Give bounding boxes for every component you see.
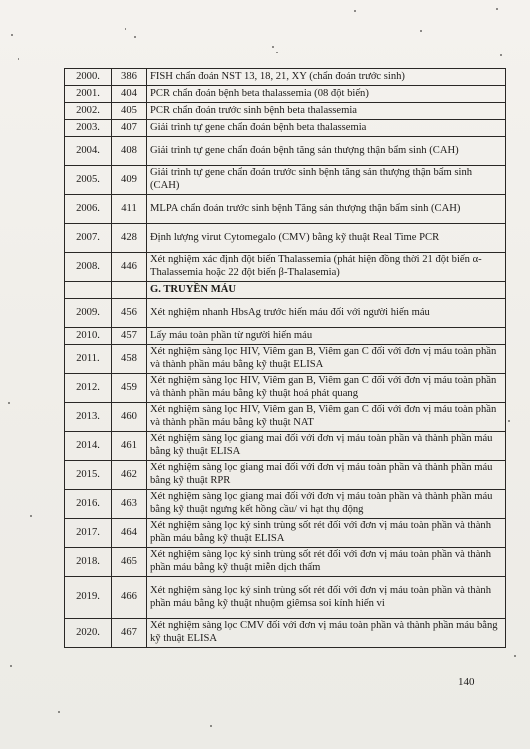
procedure-code: 446 xyxy=(112,253,147,282)
procedure-name: Lấy máu toàn phần từ người hiến máu xyxy=(147,328,506,345)
procedure-code xyxy=(112,282,147,299)
row-number: 2019. xyxy=(65,577,112,619)
procedures-table-body xyxy=(65,69,506,648)
procedure-code: 407 xyxy=(112,120,147,137)
procedure-code: 461 xyxy=(112,432,147,461)
procedure-name: Xét nghiệm sàng lọc ký sinh trùng sốt rét đối với đơn vị máu toàn phần và thành phần máu bằng kỹ thuật nhuộm giêmsa soi kính hiển vi xyxy=(147,577,506,619)
scan-speck xyxy=(276,52,278,53)
scan-speck xyxy=(500,54,502,56)
scan-speck xyxy=(134,36,136,38)
row-number: 2002. xyxy=(65,103,112,120)
row-number: 2000. xyxy=(65,69,112,86)
scan-speck xyxy=(514,655,516,657)
table-row xyxy=(65,166,506,195)
table-row xyxy=(65,548,506,577)
row-number: 2017. xyxy=(65,519,112,548)
row-number: 2014. xyxy=(65,432,112,461)
procedure-name: Giải trình tự gene chẩn đoán trước sinh bệnh tăng sản thượng thận bẩm sinh (CAH) xyxy=(147,166,506,195)
procedures-table xyxy=(64,68,506,648)
table-row xyxy=(65,299,506,328)
row-number: 2007. xyxy=(65,224,112,253)
scan-speck xyxy=(30,515,32,517)
procedure-name: PCR chẩn đoán trước sinh bệnh beta thalassemia xyxy=(147,103,506,120)
procedure-code: 409 xyxy=(112,166,147,195)
procedure-code: 408 xyxy=(112,137,147,166)
procedure-name: Giải trình tự gene chẩn đoán bệnh tăng sản thượng thận bẩm sinh (CAH) xyxy=(147,137,506,166)
table-row xyxy=(65,490,506,519)
procedure-name: FISH chẩn đoán NST 13, 18, 21, XY (chẩn đoán trước sinh) xyxy=(147,69,506,86)
procedure-code: 411 xyxy=(112,195,147,224)
row-number: 2006. xyxy=(65,195,112,224)
table-row xyxy=(65,432,506,461)
row-number: 2016. xyxy=(65,490,112,519)
procedure-name: PCR chẩn đoán bệnh beta thalassemia (08 đột biến) xyxy=(147,86,506,103)
scan-speck xyxy=(125,28,126,30)
procedure-name: Xét nghiệm sàng lọc HIV, Viêm gan B, Viêm gan C đối với đơn vị máu toàn phần và thành phần máu bằng kỹ thuật NAT xyxy=(147,403,506,432)
procedure-code: 456 xyxy=(112,299,147,328)
procedure-name: Xét nghiệm nhanh HbsAg trước hiến máu đối với người hiến máu xyxy=(147,299,506,328)
procedure-name: Xét nghiệm sàng lọc giang mai đối với đơn vị máu toàn phần và thành phần máu bằng kỹ thuật ELISA xyxy=(147,432,506,461)
row-number: 2018. xyxy=(65,548,112,577)
procedure-code: 462 xyxy=(112,461,147,490)
row-number: 2020. xyxy=(65,619,112,648)
section-heading-row xyxy=(65,282,506,299)
procedure-name: Định lượng virut Cytomegalo (CMV) bằng kỹ thuật Real Time PCR xyxy=(147,224,506,253)
procedure-name: MLPA chẩn đoán trước sinh bệnh Tăng sản thượng thận bẩm sinh (CAH) xyxy=(147,195,506,224)
table-row xyxy=(65,103,506,120)
table-row xyxy=(65,195,506,224)
table-row xyxy=(65,69,506,86)
scan-speck xyxy=(420,30,422,32)
procedure-code: 459 xyxy=(112,374,147,403)
procedure-code: 460 xyxy=(112,403,147,432)
table-row xyxy=(65,86,506,103)
scan-speck xyxy=(10,665,12,667)
procedure-name: Xét nghiệm sàng lọc giang mai đối với đơn vị máu toàn phần và thành phần máu bằng kỹ thuật RPR xyxy=(147,461,506,490)
procedure-name: Xét nghiệm sàng lọc CMV đối với đơn vị máu toàn phần và thành phần máu bằng kỹ thuật ELISA xyxy=(147,619,506,648)
table-row xyxy=(65,519,506,548)
row-number: 2009. xyxy=(65,299,112,328)
row-number: 2008. xyxy=(65,253,112,282)
table-row xyxy=(65,619,506,648)
procedure-name: Xét nghiệm sàng lọc ký sinh trùng sốt rét đối với đơn vị máu toàn phần và thành phần máu bằng kỹ thuật ELISA xyxy=(147,519,506,548)
row-number: 2004. xyxy=(65,137,112,166)
table-row xyxy=(65,137,506,166)
table-row xyxy=(65,120,506,137)
procedure-code: 466 xyxy=(112,577,147,619)
procedure-name: Xét nghiệm xác định đột biến Thalassemia (phát hiện đồng thời 21 đột biến α-Thalassemia hoặc 22 đột biến β-Thalasemia) xyxy=(147,253,506,282)
scan-speck xyxy=(58,711,60,713)
row-number: 2003. xyxy=(65,120,112,137)
scan-speck xyxy=(210,725,212,727)
scan-speck xyxy=(496,8,498,10)
procedure-code: 428 xyxy=(112,224,147,253)
procedure-code: 404 xyxy=(112,86,147,103)
row-number: 2005. xyxy=(65,166,112,195)
table-row xyxy=(65,253,506,282)
row-number: 2011. xyxy=(65,345,112,374)
row-number: 2015. xyxy=(65,461,112,490)
scan-speck xyxy=(354,10,356,12)
row-number xyxy=(65,282,112,299)
procedure-code: 464 xyxy=(112,519,147,548)
row-number: 2012. xyxy=(65,374,112,403)
table-row xyxy=(65,345,506,374)
scan-speck xyxy=(508,420,510,422)
row-number: 2001. xyxy=(65,86,112,103)
procedure-name: Xét nghiệm sàng lọc giang mai đối với đơn vị máu toàn phần và thành phần máu bằng kỹ thuật ngưng kết hồng cầu/ vi hạt thụ động xyxy=(147,490,506,519)
row-number: 2010. xyxy=(65,328,112,345)
procedure-code: 457 xyxy=(112,328,147,345)
table-row xyxy=(65,374,506,403)
table-row xyxy=(65,577,506,619)
scan-speck xyxy=(11,34,13,36)
procedure-code: 463 xyxy=(112,490,147,519)
row-number: 2013. xyxy=(65,403,112,432)
procedure-code: 465 xyxy=(112,548,147,577)
page-number: 140 xyxy=(458,676,475,688)
procedure-code: 405 xyxy=(112,103,147,120)
procedure-code: 386 xyxy=(112,69,147,86)
procedure-name: Xét nghiệm sàng lọc HIV, Viêm gan B, Viêm gan C đối với đơn vị máu toàn phần và thành phần máu bằng kỹ thuật ELISA xyxy=(147,345,506,374)
procedure-code: 467 xyxy=(112,619,147,648)
scan-speck xyxy=(272,46,274,48)
table-row xyxy=(65,224,506,253)
procedure-name: Giải trình tự gene chẩn đoán bệnh beta thalassemia xyxy=(147,120,506,137)
table-row xyxy=(65,328,506,345)
table-row xyxy=(65,403,506,432)
scan-speck xyxy=(18,58,19,60)
procedure-code: 458 xyxy=(112,345,147,374)
section-title: G. TRUYỀN MÁU xyxy=(147,282,506,299)
procedure-name: Xét nghiệm sàng lọc ký sinh trùng sốt rét đối với đơn vị máu toàn phần và thành phần máu bằng kỹ thuật miễn dịch thấm xyxy=(147,548,506,577)
table-row xyxy=(65,461,506,490)
scan-speck xyxy=(8,402,10,404)
procedure-name: Xét nghiệm sàng lọc HIV, Viêm gan B, Viêm gan C đối với đơn vị máu toàn phần và thành phần máu bằng kỹ thuật hoá phát quang xyxy=(147,374,506,403)
